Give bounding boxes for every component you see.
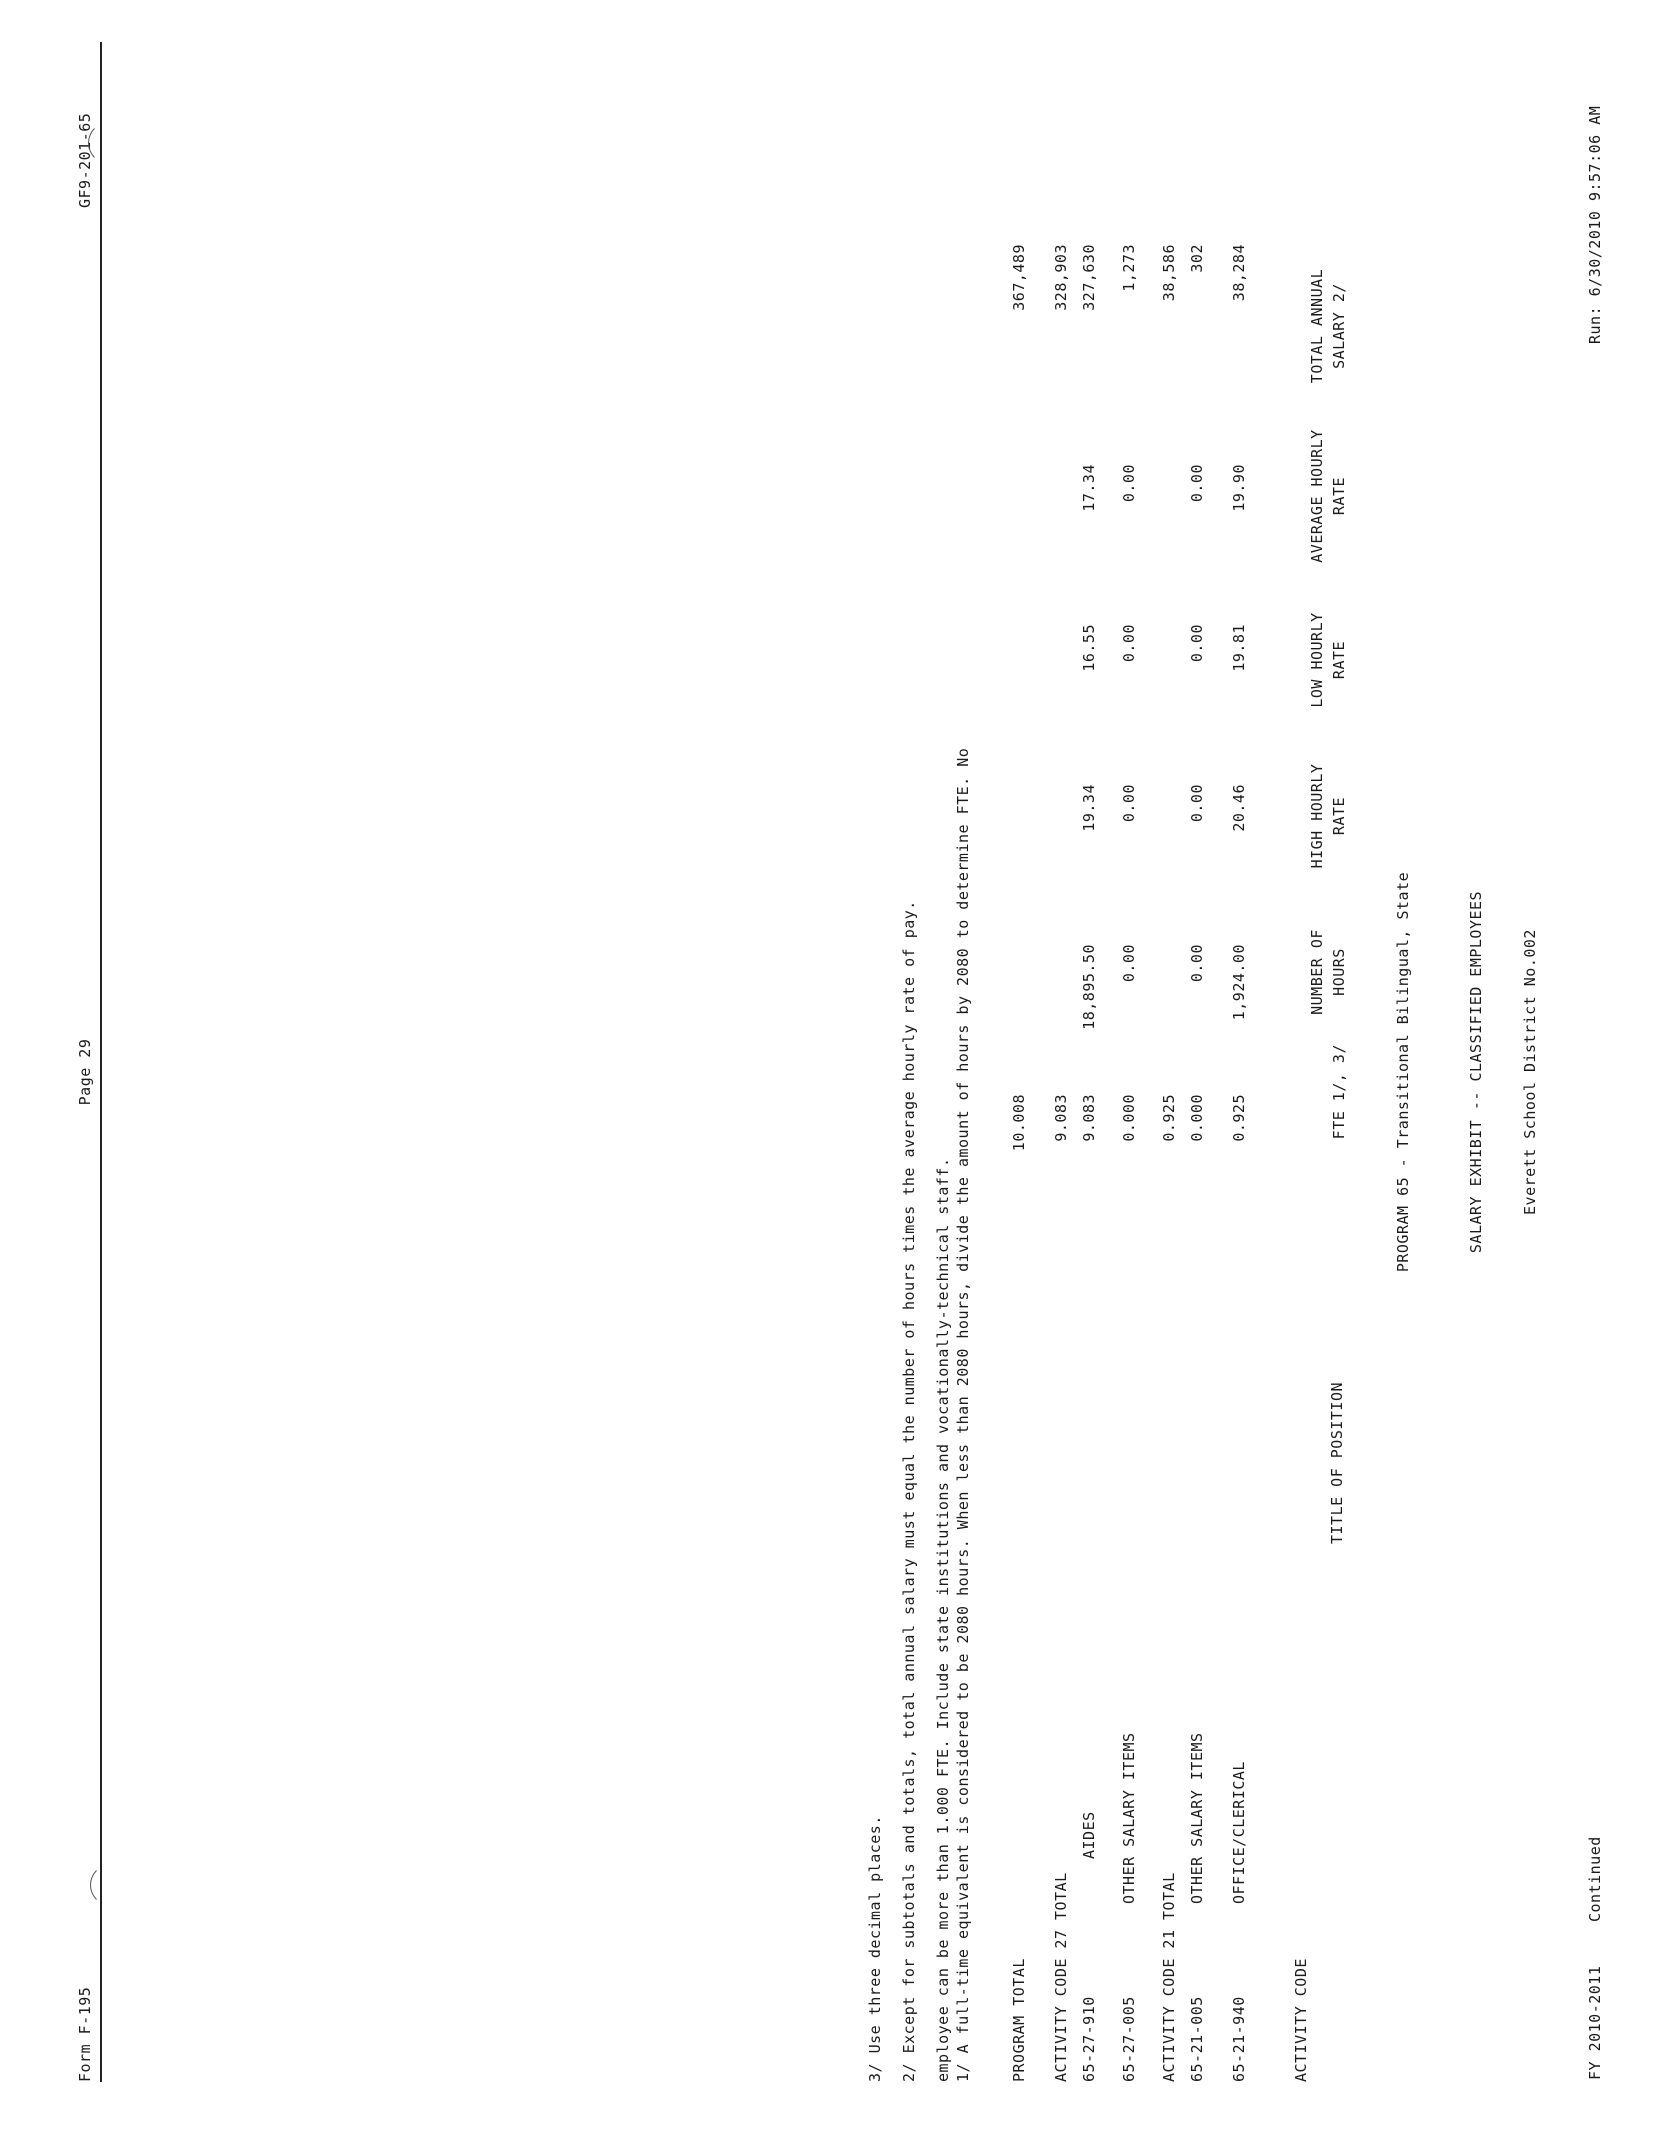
program-total-salary: 367,489 [1010,244,1028,311]
table-row-title: OTHER SALARY ITEMS [1120,1732,1138,1904]
col-title-of-position: TITLE OF POSITION [1328,1381,1346,1544]
table-row-title: AIDES [1080,1811,1098,1859]
table-row-hours: 1,924.00 [1230,944,1248,1021]
table-row-hours: 0.00 [1120,944,1138,983]
table-row-high: 0.00 [1120,784,1138,823]
table-row-total: 302 [1188,244,1206,273]
footnote-3: 3/ Use three decimal places. [866,1815,884,2082]
form-number: Form F-195 [76,1986,94,2082]
table-row-low: 0.00 [1120,624,1138,663]
district-name: Everett School District No.002 [1521,929,1539,1215]
footnote-1: 1/ A full-time equivalent is considered to be 2080 hours. When less than 2080 hours, divide the amount of hours by 2080 to determine FTE. No [954,747,972,2082]
col-average-rate: AVERAGE HOURLY RATE [1308,429,1348,563]
footnote-2: 2/ Except for subtotals and totals, total annual salary must equal the number of hours times the average hourly rate of pay. [900,900,918,2082]
program-total-fte: 10.008 [1010,1094,1028,1152]
table-row-title: OTHER SALARY ITEMS [1188,1732,1206,1904]
table-row-avg: 17.34 [1080,464,1098,512]
subtotal-total: 38,586 [1160,244,1178,302]
table-row-hours: 18,895.50 [1080,944,1098,1030]
table-row-fte: 0.000 [1120,1094,1138,1142]
program-title: PROGRAM 65 - Transitional Bilingual, State [1394,871,1412,1273]
col-fte: FTE 1/, 3/ [1330,1044,1348,1140]
table-row-avg: 19.90 [1230,464,1248,512]
table-row-avg: 0.00 [1120,464,1138,503]
table-row-code: 65-27-910 [1080,1996,1098,2082]
scan-mark [88,122,130,164]
table-row-total: 327,630 [1080,244,1098,311]
col-low-rate: LOW HOURLY RATE [1308,612,1348,708]
table-row-high: 20.46 [1230,784,1248,832]
run-timestamp: Run: 6/30/2010 9:57:06 AM [1586,105,1604,344]
subtotal-fte: 9.083 [1052,1094,1070,1142]
subtotal-label: ACTIVITY CODE 21 TOTAL [1160,1872,1178,2082]
table-row-avg: 0.00 [1188,464,1206,503]
table-row-low: 16.55 [1080,624,1098,672]
fiscal-year: FY 2010-2011 [1586,1965,1604,2080]
table-row-high: 0.00 [1188,784,1206,823]
table-row-fte: 0.925 [1230,1094,1248,1142]
subtotal-total: 328,903 [1052,244,1070,311]
page-number: Page 29 [76,1038,94,1106]
table-row-fte: 9.083 [1080,1094,1098,1142]
table-row-code: 65-21-940 [1230,1996,1248,2082]
subtotal-label: ACTIVITY CODE 27 TOTAL [1052,1872,1070,2082]
exhibit-title: SALARY EXHIBIT -- CLASSIFIED EMPLOYEES [1467,890,1485,1254]
table-row-low: 19.81 [1230,624,1248,672]
table-row-hours: 0.00 [1188,944,1206,983]
table-row-fte: 0.000 [1188,1094,1206,1142]
footer-rule [100,42,102,2082]
scan-mark [90,1864,132,1906]
table-row-code: 65-21-005 [1188,1996,1206,2082]
table-row-high: 19.34 [1080,784,1098,832]
col-activity-code: ACTIVITY CODE [1292,1958,1310,2082]
footnote-1-continued: employee can be more than 1.000 FTE. Include state institutions and vocationally-technical staff. [934,1157,952,2082]
col-hours: NUMBER OF HOURS [1308,929,1348,1015]
table-row-total: 38,284 [1230,244,1248,302]
continued-label: Continued [1586,1836,1604,1922]
table-row-total: 1,273 [1120,244,1138,292]
table-row-code: 65-27-005 [1120,1996,1138,2082]
subtotal-fte: 0.925 [1160,1094,1178,1142]
col-high-rate: HIGH HOURLY RATE [1308,763,1348,869]
table-row-title: OFFICE/CLERICAL [1230,1761,1248,1904]
program-total-label: PROGRAM TOTAL [1010,1958,1028,2082]
col-total-salary: TOTAL ANNUAL SALARY 2/ [1308,268,1348,384]
form-code: GF9-201-65 [76,112,94,208]
table-row-low: 0.00 [1188,624,1206,663]
